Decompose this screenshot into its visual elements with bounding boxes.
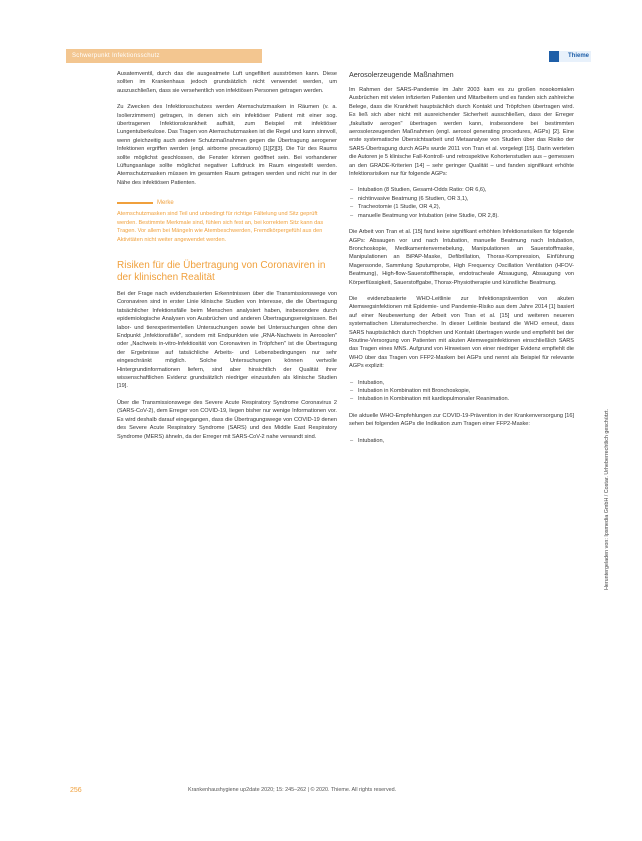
logo-mark-icon bbox=[549, 51, 559, 62]
publisher-logo bbox=[549, 51, 591, 62]
merke-text: Atemschutzmasken sind Teil und unbedingt für richtige Fältelung und Sitz geprüft werden. Bestimmte Merkmale sind, fühlen sich fest an, bei korrektem Sitz kann das Tragen. Vor allem bei Mängeln wie Atembeschwerden, Fremdkörpergefühl aus den Aktivitäten nicht weiter angewendet werden. bbox=[117, 211, 324, 243]
merke-bar bbox=[117, 202, 153, 204]
right-column bbox=[349, 70, 574, 453]
who-agp-list bbox=[349, 379, 574, 404]
section-header-bar bbox=[66, 49, 262, 63]
left-paragraph-3: Bei der Frage nach evidenzbasierten Erkenntnissen über die Transmissionswege von Coronaviren sind in erster Linie klinische Studien von Interesse, die die Übertragung tatsächlicher Infektionsfälle beim Menschen analysiert haben, insbesondere durch epidemiologische Analysen von Ausbrüchen und anderen Übertragungsereignissen. Bei labor- und tierexperimentellen Untersuchungen sowie bei Untersuchungen ohne den Endpunkt „Infektionsfälle", sondern mit Endpunkten wie „RNA-Nachweis in Aerosolen" oder „Nachweis in-vitro-Infektiosität von Coronaviren in Tröpfchen" ist die Übertragung der Ergebnisse auf tatsächliche Arbeits- und Lebensbedingungen nur sehr eingeschränkt möglich. Solche Untersuchungen können vertvolle Hintergrundinformationen liefern, sind aber hinsichtlich der Qualität ihrer wissenschaftlichen Evidenz grundsätzlich niedriger einzustufen als klinische Studien [19]. bbox=[117, 291, 337, 390]
download-notice: Heruntergeladen von: Ipsmedia GmbH / Costar. Urheberrechtlich geschützt. bbox=[604, 409, 610, 590]
right-paragraph-1: Im Rahmen der SARS-Pandemie im Jahr 2003 kam es zu großen nosokomialen Ausbrüchen mit vielen infizierten Patienten und Mitarbeitern und es fanden sich zahlreiche Belege, dass die Krankheit hauptsächlich durch Kontakt und Tröpfchen übertragen wird. Es ließ sich aber nicht mit ausreichender Sicherheit ausschließen, dass der Erreger „fakultativ aerogen" übertragen werden kann, insbesondere bei bestimmten aerosolerzeugenden Maßnahmen (engl. aerosol generating procedures, AGPs) [2]. Eine erste systematische Übersichtsarbeit und Metaanalyse von Studien über das Risiko der SARS-Übertragung durch AGPs wurde 2011 von Tran et al. vorgelegt [15]. Darin werteten die Autoren je 5 klinische Fall-Kontroll- und retrospektive Kohortenstudien aus – gemessen an den GRADE-Kriterien [14] – sehr geringer Qualität – und fanden signifikant erhöhte Infektionsrisiken nur für folgende AGPs: bbox=[349, 87, 574, 178]
logo-text: Thieme bbox=[567, 53, 589, 59]
right-paragraph-2: Die Arbeit von Tran et al. [15] fand keine signifikant erhöhten Infektionsrisiken für folgende AGPs: Absaugen vor und nach Intubation, manuelle Beatmung nach Intubation, Bronchoskopie, Medikamentenvernebelung, Manipulationen an Sauerstoffmaske, Manipulationen an BiPAP-Maske, Defibrillation, Thorax-Kompression, Einführung Magensonde, Sammlung Sputumprobe, High Frequency Oscillation Ventilation (HFOV-Beatmung), High-flow-Sauerstofftherapie, endotracheale Absaugung, Absaugung von Körperflüssigkeit, Sauerstoffgabe, Thorax-Physiotherapie und künstliche Beatmung. bbox=[349, 229, 574, 286]
covid-agp-list bbox=[349, 437, 574, 445]
merke-box bbox=[117, 199, 337, 244]
section-header-label: Schwerpunkt Infektionsschutz bbox=[72, 53, 160, 59]
right-paragraph-3: Die evidenzbasierte WHO-Leitlinie zur Infektionsprävention von akuten Atemwegsinfektionen mit Epidemie- und Pandemie-Risiko aus dem Jahre 2014 [1] basiert auf einer Neubewertung der Arbeit von Tran et al. [15] und weiteren neueren systematischen Literaturrecherche. In dieser Leitlinie bestand die WHO erneut, dass SARS hauptsächlich durch Tröpfchen und Kontakt übertragen wurde und empfiehlt bei der Routine-Versorgung von Patienten mit akuten Atemwegsinfektionen einschließlich SARS das Tragen eines MNS. Aufgrund von Hinweisen von einer niedriger Evidenz empfiehlt die WHO über das Tragen von FFP2-Masken bei AGPs und nennt als Beispiel für relevante AGPs explizit: bbox=[349, 295, 574, 370]
list-item: – Tracheotomie (1 Studie, OR 4,2), bbox=[358, 203, 574, 211]
merke-title: Merke bbox=[157, 200, 174, 207]
list-item: – Intubation, bbox=[358, 437, 574, 445]
list-item: – Intubation in Kombination mit Bronchoskopie, bbox=[358, 387, 574, 395]
citation-footer: Krankenhaushygiene up2date 2020; 15: 245–262 | © 2020. Thieme. All rights reserved. bbox=[188, 787, 397, 793]
subsection-heading: Aerosolerzeugende Maßnahmen bbox=[349, 70, 454, 79]
agp-risk-list bbox=[349, 186, 574, 220]
page-number: 256 bbox=[70, 787, 82, 794]
list-item: – Intubation in Kombination mit kardiopulmonaler Reanimation. bbox=[358, 395, 574, 403]
left-paragraph-4: Über die Transmissionswege des Severe Acute Respiratory Syndrome Coronavirus 2 (SARS-CoV-2), dem Erreger von COVID-19, liegen bisher nur wenige Informationen vor. Es wird deshalb darauf eingegangen, dass die Übertragungswege von COVID-19 denen des Severe Acute Respiratory Syndrome (SARS) und des Middle East Respiratory Syndrome (MERS) ähneln, da der Erreger mit SARS-CoV-2 nahe verwandt sind. bbox=[117, 399, 337, 440]
right-paragraph-4: Die aktuelle WHO-Empfehlungen zur COVID-19-Prävention in der Krankenversorgung [16] sehen bei folgenden AGPs die Indikation zum Tragen einer FFP2-Maske: bbox=[349, 412, 574, 428]
left-paragraph-2: Zu Zwecken des Infektionsschutzes werden Atemschutzmasken in Räumen (v. a. Isolierzimmern) getragen, in denen sich ein infektiöser Patient mit einer sog. übertragenen Infektionskrankheit aufhält, zum Beispiel mit infektiöser Lungentuberkulose. Das Tragen von Atemschutzmasken ist die Regel und kann sinnvoll, wenn gleichzeitig auch andere Schutzmaßnahmen gegen die Übertragung aerogener Infektionen ergriffen werden (engl. airborne precautions) [1][2][3]. Die Tür des Raums sollte möglichst geschlossen, die Fenster können geöffnet sein. Bei vorhandener Lüftungsanlage sollte möglichst negativer Luftdruck im Raum eingestellt werden. Atemschutzmasken müssen im gesamten Raum getragen werden und nicht nur in der Nähe des infektiösen Patienten. bbox=[117, 104, 337, 186]
list-item: – Intubation (8 Studien, Gesamt-Odds Ratio: OR 6,6), bbox=[358, 186, 574, 194]
list-item: – nichtinvasive Beatmung (6 Studien, OR 3,1), bbox=[358, 195, 574, 203]
left-column bbox=[117, 70, 337, 449]
section-heading: Risiken für die Übertragung von Coronaviren in der klinischen Realität bbox=[117, 260, 326, 283]
list-item: – Intubation, bbox=[358, 379, 574, 387]
left-paragraph-1: Ausatemventil, durch das die ausgeatmete Luft ungefiltert ausströmen kann. Diese sollten im Krankenhaus jedoch grundsätzlich nicht verwendet werden, um auszuschließen, dass sie versehentlich von infektiösen Personen getragen werden. bbox=[117, 71, 337, 94]
list-item: – manuelle Beatmung vor Intubation (eine Studie, OR 2,8). bbox=[358, 212, 574, 220]
